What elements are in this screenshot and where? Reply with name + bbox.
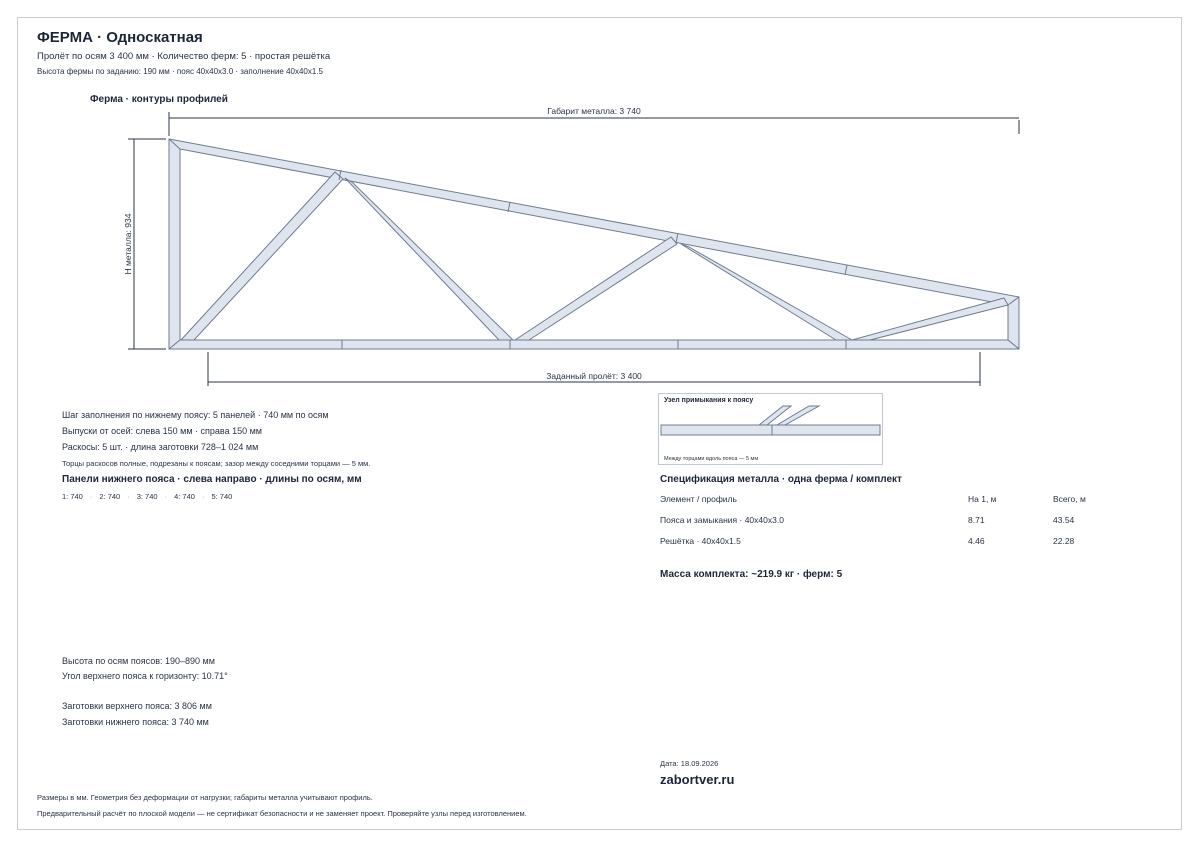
sheet-params: Высота фермы по заданию: 190 мм · пояс 40x40x3.0 · заполнение 40x40x1.5 [37, 67, 323, 76]
stat-angle: Угол верхнего пояса к горизонту: 10.71° [62, 671, 228, 681]
stat-height: Высота по осям поясов: 190–890 мм [62, 656, 215, 666]
spec-cell: 22.28 [1053, 535, 1075, 546]
dim-left-label: H металла: 934 [123, 213, 133, 275]
diagonal-3 [515, 237, 677, 340]
detail-caption: Между торцами вдоль пояса — 5 мм [664, 456, 759, 462]
joint-detail [658, 393, 883, 465]
sheet-subtitle: Пролёт по осям 3 400 мм · Количество ферм: 5 · простая решётка [37, 51, 331, 62]
panel-item: 1: 740 [62, 492, 83, 501]
blank-bottom-chord: Заготовки нижнего пояса: 3 740 мм [62, 717, 209, 727]
panel-item: 3: 740 [136, 492, 158, 501]
spec-cell: Пояса и замыкания · 40x40x3.0 [660, 514, 784, 525]
spec-title: Спецификация металла · одна ферма / комплект [660, 474, 902, 485]
note-brace-ends: Торцы раскосов полные, подрезаны к поясам; зазор между соседними торцами — 5 мм. [62, 459, 371, 468]
spec-header-row [660, 488, 1133, 509]
spec-mass: Масса комплекта: ~219.9 кг · ферм: 5 [660, 569, 843, 580]
diagonal-5 [852, 298, 1008, 340]
panel-item: 4: 740 [174, 492, 195, 501]
date-label: Дата: 18.09.2026 [660, 759, 719, 768]
note-fill-step: Шаг заполнения по нижнему поясу: 5 панелей · 740 мм по осям [62, 410, 329, 420]
brand-name: zabortver.ru [660, 772, 735, 787]
detail-sketch [659, 394, 882, 464]
detail-chord [661, 425, 880, 435]
drawing-title: Ферма · контуры профилей [90, 94, 228, 105]
table-row [660, 509, 1133, 530]
spec-cell: 8.71 [968, 514, 985, 525]
spec-header-per-one: На 1, м [968, 493, 997, 504]
spec-cell: 4.46 [968, 535, 985, 546]
spec-cell: 43.54 [1053, 514, 1075, 525]
footer-note-1: Размеры в мм. Геометрия без деформации от нагрузки; габариты металла учитывают профиль. [37, 793, 373, 802]
dim-bottom-label: Заданный пролёт: 3 400 [546, 371, 642, 381]
panel-item: 2: 740 [99, 492, 121, 501]
diagonal-1 [181, 172, 343, 340]
sheet-title: ФЕРМА · Односкатная [37, 29, 203, 46]
note-overhangs: Выпуски от осей: слева 150 мм · справа 150 мм [62, 426, 262, 436]
detail-title: Узел примыкания к поясу [664, 397, 754, 404]
spec-header-total: Всего, м [1053, 493, 1086, 504]
spec-table [660, 488, 1133, 551]
spec-cell: Решётка · 40x40x1.5 [660, 535, 741, 546]
panel-item: 5: 740 [211, 492, 233, 501]
dim-top-label: Габарит металла: 3 740 [547, 106, 641, 116]
panels-title: Панели нижнего пояса · слева направо · длины по осям, мм [62, 474, 362, 485]
blank-top-chord: Заготовки верхнего пояса: 3 806 мм [62, 701, 212, 711]
bottom-chord [169, 340, 1019, 349]
note-braces: Раскосы: 5 шт. · длина заготовки 728–1 024 мм [62, 442, 259, 452]
left-post [169, 139, 180, 349]
footer-note-2: Предварительный расчёт по плоской модели — не сертификат безопасности и не заменяет проект. Проверяйте узлы перед изготовлением. [37, 809, 527, 818]
panels-list: 1: 740 · 2: 740 · 3: 740 · 4: 740 · 5: 740 [62, 492, 233, 501]
spec-header-element: Элемент / профиль [660, 493, 737, 504]
table-row [660, 530, 1133, 551]
